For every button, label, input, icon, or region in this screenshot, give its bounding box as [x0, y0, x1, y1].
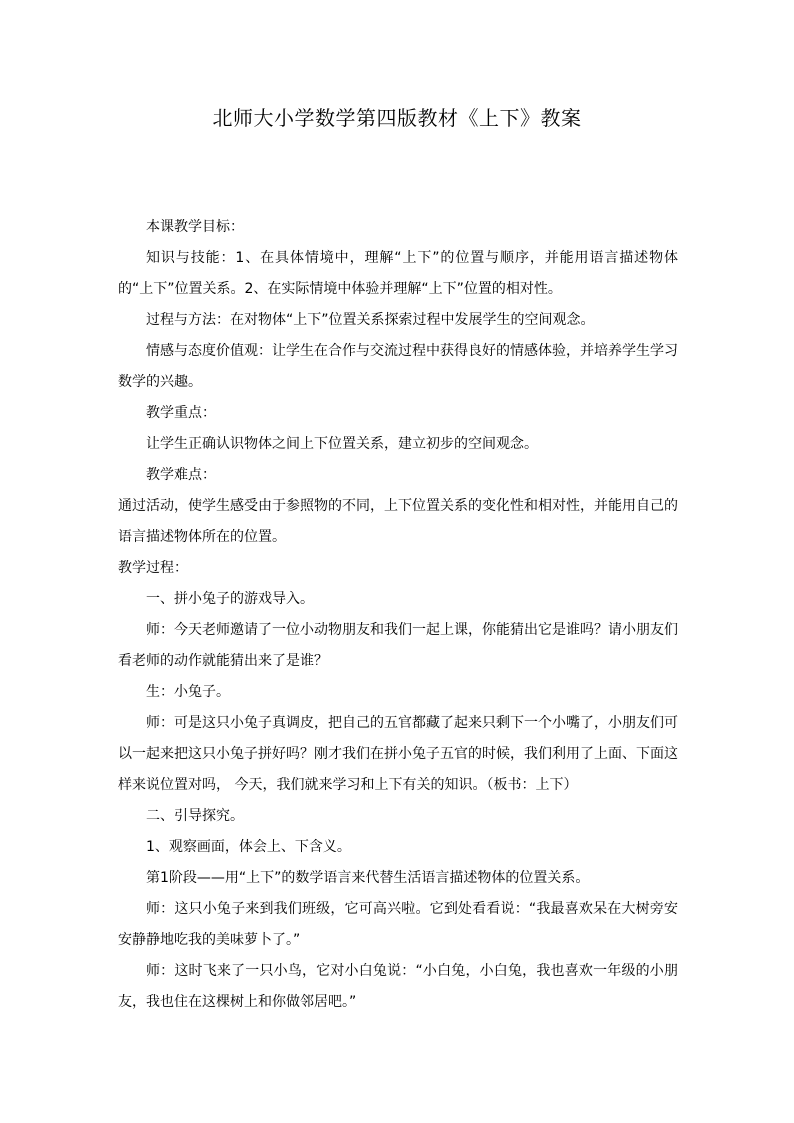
- document-title: 北师大小学数学第四版教材《上下》教案: [212, 106, 582, 130]
- paragraph-teacher-1: 师：今天老师邀请了一位小动物朋友和我们一起上课，你能猜出它是谁吗？请小朋友们看老师的动作就能猜出来了是谁？: [118, 622, 678, 669]
- paragraph-objectives-heading: 本课教学目标：: [146, 219, 244, 235]
- paragraph-section-one: 一、拼小兔子的游戏导入。: [146, 591, 314, 607]
- paragraph-knowledge-skills: 知识与技能：1、在具体情境中，理解“上下”的位置与顺序，并能用语言描述物体的“上下”位置关系。2、在实际情境中体验并理解“上下”位置的相对性。: [118, 250, 678, 297]
- document-body: [118, 212, 678, 1018]
- paragraph-key-points-heading: 教学重点：: [146, 405, 216, 421]
- paragraph-observe: 1、观察画面，体会上、下含义。: [146, 839, 351, 855]
- paragraph-emotion-attitude: 情感与态度价值观：让学生在合作与交流过程中获得良好的情感体验，并培养学生学习数学的兴趣。: [118, 343, 678, 390]
- paragraph-process-method: 过程与方法：在对物体“上下”位置关系探索过程中发展学生的空间观念。: [146, 312, 595, 328]
- paragraph-difficulty-heading: 教学难点：: [146, 467, 216, 483]
- paragraph-section-two: 二、引导探究。: [146, 808, 244, 824]
- paragraph-teacher-3: 师：这只小兔子来到我们班级，它可高兴啦。它到处看看说：“我最喜欢呆在大树旁安安静静地吃我的美味萝卜了。”: [118, 901, 678, 948]
- paragraph-stage-one: 第1阶段——用“上下”的数学语言来代替生活语言描述物体的位置关系。: [146, 870, 590, 886]
- paragraph-teacher-4: 师：这时飞来了一只小鸟，它对小白兔说：“小白兔，小白兔，我也喜欢一年级的小朋友，我也住在这棵树上和你做邻居吧。”: [118, 963, 678, 1010]
- paragraph-process-heading: 教学过程：: [118, 560, 188, 576]
- paragraph-difficulty: 通过活动，使学生感受由于参照物的不同，上下位置关系的变化性和相对性，并能用自己的语言描述物体所在的位置。: [118, 498, 678, 545]
- paragraph-teacher-2: 师：可是这只小兔子真调皮，把自己的五官都藏了起来只剩下一个小嘴了，小朋友们可以一起来把这只小兔子拼好吗？刚才我们在拼小兔子五官的时候，我们利用了上面、下面这样来说位置对吗， 今天，我们就来学习和上下有关的知识。（板书：上下）: [118, 715, 678, 793]
- paragraph-key-points: 让学生正确认识物体之间上下位置关系，建立初步的空间观念。: [146, 436, 538, 452]
- paragraph-student-1: 生：小兔子。: [146, 684, 230, 700]
